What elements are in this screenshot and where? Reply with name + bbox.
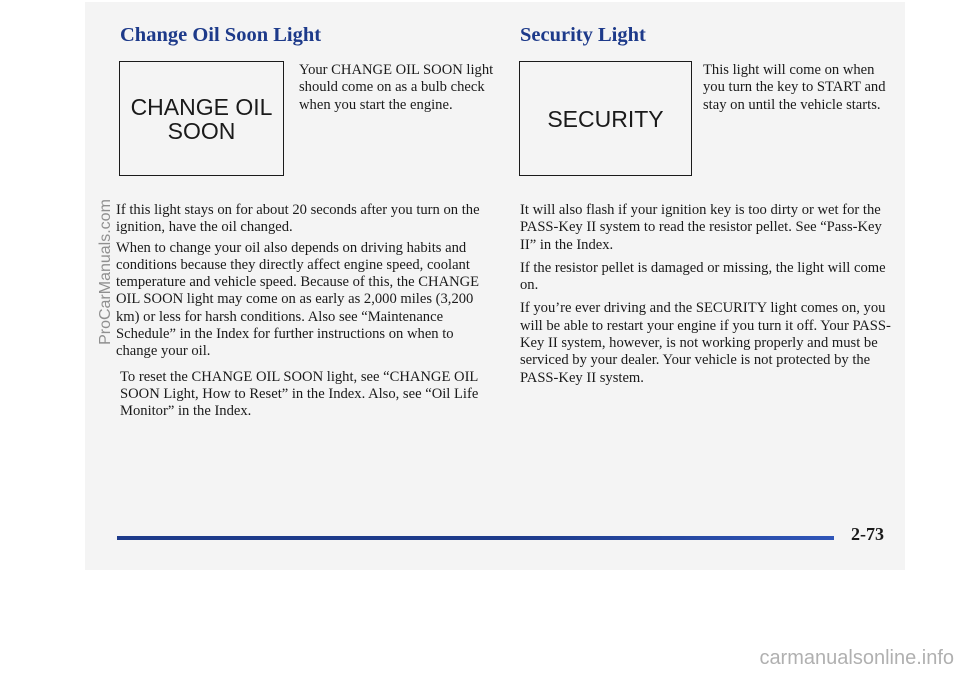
security-indicator-label: SECURITY — [547, 105, 664, 132]
change-oil-body — [116, 202, 496, 427]
change-oil-paragraph-3: To reset the CHANGE OIL SOON light, see “CHANGE OIL SOON Light, How to Reset” in the Index. Also, see “Oil Life Monitor” in the Index. — [120, 368, 479, 420]
security-heading: Security Light — [520, 24, 646, 46]
change-oil-paragraph-2: When to change your oil also depends on driving habits and conditions because they directly affect engine speed, coolant temperature and vehicle speed. Because of this, the CHANGE OIL SOON light may come on as early as 2,000 miles (3,200 km) or less for harsh conditions. Also see “Maintenance Schedule” in the Index for further instructions on when to change your oil. — [116, 239, 480, 360]
security-body — [520, 202, 892, 393]
change-oil-paragraph-1: If this light stays on for about 20 seconds after you turn on the ignition, have the oil changed. — [116, 202, 480, 236]
security-paragraph-3: If you’re ever driving and the SECURITY light comes on, you will be able to restart your engine if you turn it off. Your PASS-Key II system, however, is not working properly and must be serviced by your dealer. Your vehicle is not protected by the PASS-Key II system. — [520, 300, 891, 386]
page-number: 2-73 — [851, 524, 884, 544]
site-watermark: carmanualsonline.info — [759, 647, 954, 669]
security-intro: This light will come on when you turn the key to START and stay on until the vehicle starts. — [703, 62, 886, 113]
vertical-watermark — [97, 178, 115, 366]
security-paragraph-1: It will also flash if your ignition key is too dirty or wet for the PASS-Key II system to read the resistor pellet. See “Pass-Key II” in the Index. — [520, 202, 882, 253]
footer-rule — [117, 536, 834, 540]
change-oil-indicator — [119, 61, 284, 176]
change-oil-intro: Your CHANGE OIL SOON light should come on as a bulb check when you start the engine. — [299, 62, 494, 113]
security-paragraph-2: If the resistor pellet is damaged or missing, the light will come on. — [520, 259, 886, 294]
change-oil-heading: Change Oil Soon Light — [120, 24, 322, 46]
vertical-watermark-text: ProCarManuals.com — [97, 199, 114, 345]
change-oil-indicator-label: CHANGE OIL SOON — [130, 93, 273, 144]
security-indicator — [519, 61, 692, 176]
